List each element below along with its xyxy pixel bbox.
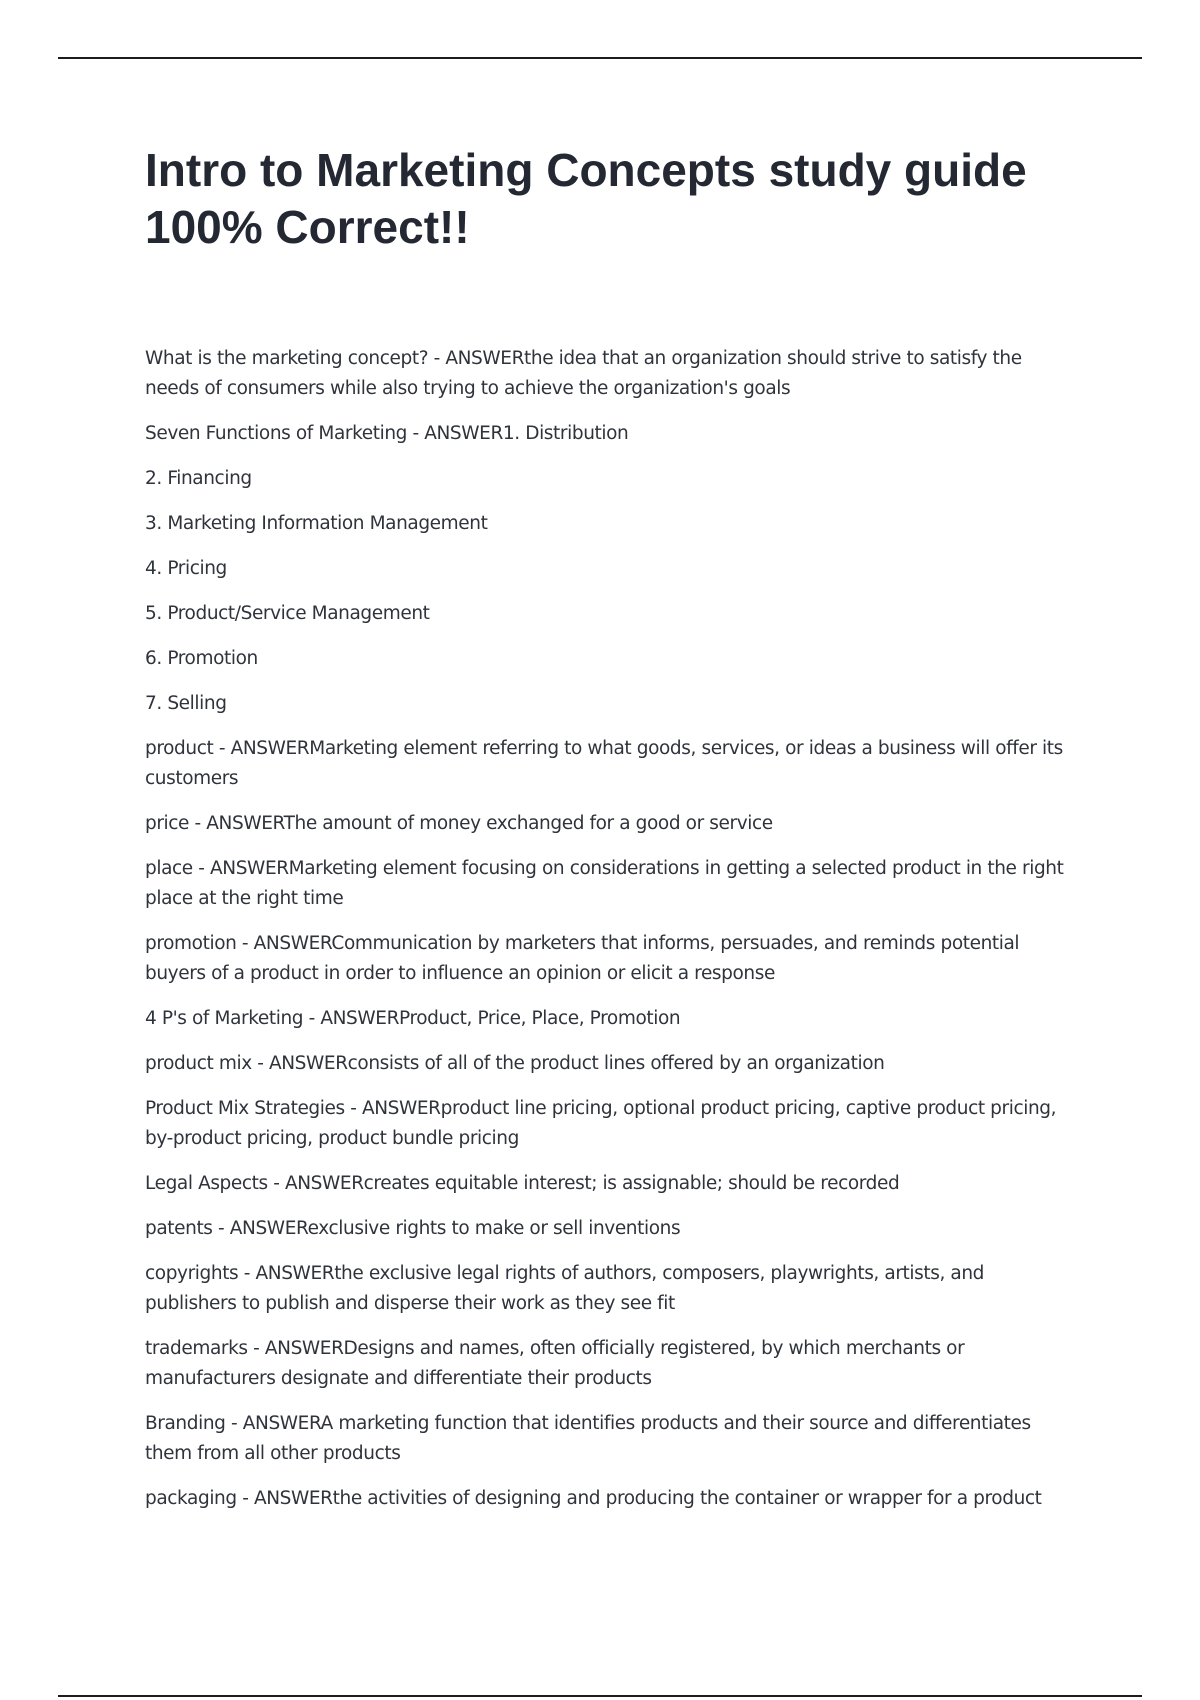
header-rule (58, 57, 1142, 59)
qa-patents: patents - ANSWERexclusive rights to make or sell inventions (145, 1218, 681, 1239)
qa-promotion: promotion - ANSWERCommunication by marketers that informs, persuades, and reminds potential buyers of a product in order to influence an opinion or elicit a response (145, 933, 1020, 984)
qa-product: product - ANSWERMarketing element referring to what goods, services, or ideas a business will offer its customers (145, 738, 1063, 789)
list-item-product-service: 5. Product/Service Management (145, 603, 430, 624)
footer-rule (58, 1695, 1142, 1697)
qa-product-mix: product mix - ANSWERconsists of all of the product lines offered by an organization (145, 1053, 885, 1074)
list-item-promotion: 6. Promotion (145, 648, 258, 669)
list-item-marketing-info: 3. Marketing Information Management (145, 513, 488, 534)
list-item-selling: 7. Selling (145, 693, 227, 714)
page-title: Intro to Marketing Concepts study guide 100% Correct!! (145, 144, 1027, 253)
qa-4ps: 4 P's of Marketing - ANSWERProduct, Price, Place, Promotion (145, 1008, 681, 1029)
qa-trademarks: trademarks - ANSWERDesigns and names, often officially registered, by which merchants or manufacturers designate and differentiate their products (145, 1338, 965, 1389)
qa-packaging: packaging - ANSWERthe activities of designing and producing the container or wrapper for a product (145, 1488, 1042, 1509)
study-guide-body (145, 344, 1065, 1529)
qa-copyrights: copyrights - ANSWERthe exclusive legal rights of authors, composers, playwrights, artists, and publishers to publish and disperse their work as they see fit (145, 1263, 985, 1314)
qa-branding: Branding - ANSWERA marketing function that identifies products and their source and differentiates them from all other products (145, 1413, 1031, 1464)
qa-price: price - ANSWERThe amount of money exchanged for a good or service (145, 813, 773, 834)
qa-marketing-concept: What is the marketing concept? - ANSWERthe idea that an organization should strive to satisfy the needs of consumers while also trying to achieve the organization's goals (145, 348, 1022, 399)
list-item-financing: 2. Financing (145, 468, 252, 489)
qa-legal-aspects: Legal Aspects - ANSWERcreates equitable interest; is assignable; should be recorded (145, 1173, 900, 1194)
qa-seven-functions: Seven Functions of Marketing - ANSWER1. Distribution (145, 423, 629, 444)
qa-product-mix-strategies: Product Mix Strategies - ANSWERproduct line pricing, optional product pricing, captive product pricing, by-product pricing, product bundle pricing (145, 1098, 1057, 1149)
list-item-pricing: 4. Pricing (145, 558, 227, 579)
qa-place: place - ANSWERMarketing element focusing on considerations in getting a selected product in the right place at the right time (145, 858, 1064, 909)
